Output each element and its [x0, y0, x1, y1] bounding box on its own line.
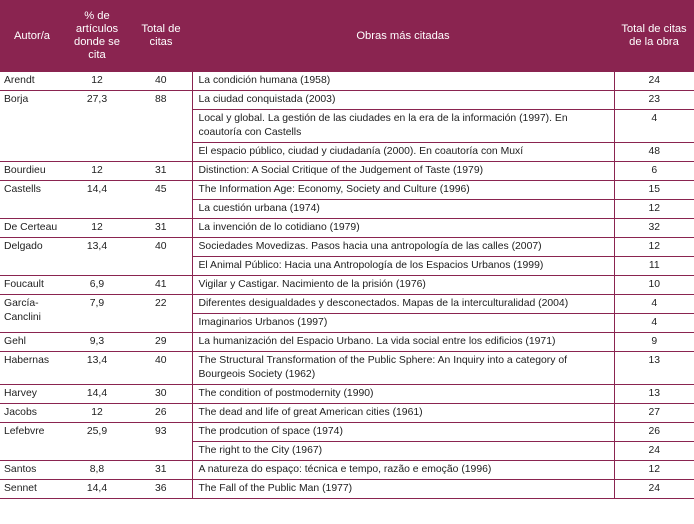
pct-articles-cell: 13,4	[64, 238, 130, 276]
table-row	[0, 423, 694, 442]
work-title-cell: The right to the City (1967)	[192, 442, 614, 461]
work-cites-cell: 11	[614, 257, 694, 276]
total-cites-cell: 31	[130, 461, 192, 480]
table-row	[0, 181, 694, 200]
table-row	[0, 404, 694, 423]
work-cites-cell: 13	[614, 352, 694, 385]
work-title-cell: The prodcution of space (1974)	[192, 423, 614, 442]
total-cites-cell: 40	[130, 72, 192, 91]
total-cites-cell: 31	[130, 162, 192, 181]
work-cites-cell: 15	[614, 181, 694, 200]
total-cites-cell: 88	[130, 91, 192, 162]
pct-articles-cell: 8,8	[64, 461, 130, 480]
table-row	[0, 480, 694, 499]
table-row	[0, 91, 694, 110]
pct-articles-cell: 12	[64, 72, 130, 91]
work-cites-cell: 32	[614, 219, 694, 238]
work-title-cell: La condición humana (1958)	[192, 72, 614, 91]
work-title-cell: El Animal Público: Hacia una Antropología de los Espacios Urbanos (1999)	[192, 257, 614, 276]
pct-articles-cell: 9,3	[64, 333, 130, 352]
author-cell: Foucault	[0, 276, 64, 295]
author-cell: García-Canclini	[0, 295, 64, 333]
work-cites-cell: 4	[614, 110, 694, 143]
header-total-cites: Total de citas	[130, 0, 192, 72]
total-cites-cell: 26	[130, 404, 192, 423]
work-cites-cell: 9	[614, 333, 694, 352]
work-cites-cell: 12	[614, 238, 694, 257]
work-title-cell: Distinction: A Social Critique of the Judgement of Taste (1979)	[192, 162, 614, 181]
total-cites-cell: 22	[130, 295, 192, 333]
work-cites-cell: 24	[614, 480, 694, 499]
work-title-cell: Vigilar y Castigar. Nacimiento de la prisión (1976)	[192, 276, 614, 295]
work-title-cell: The Information Age: Economy, Society and Culture (1996)	[192, 181, 614, 200]
total-cites-cell: 29	[130, 333, 192, 352]
work-title-cell: Local y global. La gestión de las ciudades en la era de la información (1997). En coautoría con Castells	[192, 110, 614, 143]
work-cites-cell: 48	[614, 143, 694, 162]
header-work-total: Total de citas de la obra	[614, 0, 694, 72]
pct-articles-cell: 12	[64, 404, 130, 423]
pct-articles-cell: 25,9	[64, 423, 130, 461]
header-pct-articles: % de artículos donde se cita	[64, 0, 130, 72]
author-cell: De Certeau	[0, 219, 64, 238]
pct-articles-cell: 7,9	[64, 295, 130, 333]
work-title-cell: The condition of postmodernity (1990)	[192, 385, 614, 404]
table-row	[0, 72, 694, 91]
author-cell: Jacobs	[0, 404, 64, 423]
header-row	[0, 0, 694, 72]
work-cites-cell: 6	[614, 162, 694, 181]
total-cites-cell: 31	[130, 219, 192, 238]
work-cites-cell: 27	[614, 404, 694, 423]
table-row	[0, 333, 694, 352]
work-title-cell: Imaginarios Urbanos (1997)	[192, 314, 614, 333]
table-row	[0, 352, 694, 385]
total-cites-cell: 36	[130, 480, 192, 499]
author-cell: Habernas	[0, 352, 64, 385]
work-title-cell: Sociedades Movedizas. Pasos hacia una antropología de las calles (2007)	[192, 238, 614, 257]
pct-articles-cell: 12	[64, 219, 130, 238]
work-title-cell: The dead and life of great American cities (1961)	[192, 404, 614, 423]
work-title-cell: Diferentes desigualdades y desconectados. Mapas de la interculturalidad (2004)	[192, 295, 614, 314]
header-author: Autor/a	[0, 0, 64, 72]
author-cell: Borja	[0, 91, 64, 162]
author-cell: Gehl	[0, 333, 64, 352]
pct-articles-cell: 6,9	[64, 276, 130, 295]
work-cites-cell: 4	[614, 295, 694, 314]
table-row	[0, 461, 694, 480]
work-cites-cell: 4	[614, 314, 694, 333]
total-cites-cell: 41	[130, 276, 192, 295]
author-cell: Castells	[0, 181, 64, 219]
pct-articles-cell: 14,4	[64, 385, 130, 404]
work-cites-cell: 10	[614, 276, 694, 295]
author-cell: Santos	[0, 461, 64, 480]
work-title-cell: El espacio público, ciudad y ciudadanía (2000). En coautoría con Muxí	[192, 143, 614, 162]
author-cell: Lefebvre	[0, 423, 64, 461]
table-row	[0, 238, 694, 257]
work-title-cell: The Structural Transformation of the Public Sphere: An Inquiry into a category of Bourgeois Society (1962)	[192, 352, 614, 385]
work-cites-cell: 24	[614, 72, 694, 91]
work-cites-cell: 23	[614, 91, 694, 110]
pct-articles-cell: 13,4	[64, 352, 130, 385]
work-cites-cell: 26	[614, 423, 694, 442]
work-cites-cell: 12	[614, 200, 694, 219]
work-title-cell: La cuestión urbana (1974)	[192, 200, 614, 219]
work-cites-cell: 13	[614, 385, 694, 404]
table-row	[0, 219, 694, 238]
total-cites-cell: 40	[130, 238, 192, 276]
pct-articles-cell: 14,4	[64, 480, 130, 499]
work-title-cell: La invención de lo cotidiano (1979)	[192, 219, 614, 238]
author-cell: Arendt	[0, 72, 64, 91]
work-title-cell: La ciudad conquistada (2003)	[192, 91, 614, 110]
total-cites-cell: 93	[130, 423, 192, 461]
total-cites-cell: 40	[130, 352, 192, 385]
author-cell: Harvey	[0, 385, 64, 404]
table-row	[0, 276, 694, 295]
table-body	[0, 72, 694, 499]
table-row	[0, 385, 694, 404]
work-title-cell: La humanización del Espacio Urbano. La vida social entre los edificios (1971)	[192, 333, 614, 352]
work-title-cell: A natureza do espaço: técnica e tempo, razão e emoção (1996)	[192, 461, 614, 480]
table-row	[0, 162, 694, 181]
header-works: Obras más citadas	[192, 0, 614, 72]
author-cell: Sennet	[0, 480, 64, 499]
total-cites-cell: 45	[130, 181, 192, 219]
work-cites-cell: 12	[614, 461, 694, 480]
pct-articles-cell: 12	[64, 162, 130, 181]
pct-articles-cell: 14,4	[64, 181, 130, 219]
pct-articles-cell: 27,3	[64, 91, 130, 162]
work-title-cell: The Fall of the Public Man (1977)	[192, 480, 614, 499]
author-cell: Delgado	[0, 238, 64, 276]
table-row	[0, 295, 694, 314]
total-cites-cell: 30	[130, 385, 192, 404]
author-cell: Bourdieu	[0, 162, 64, 181]
work-cites-cell: 24	[614, 442, 694, 461]
